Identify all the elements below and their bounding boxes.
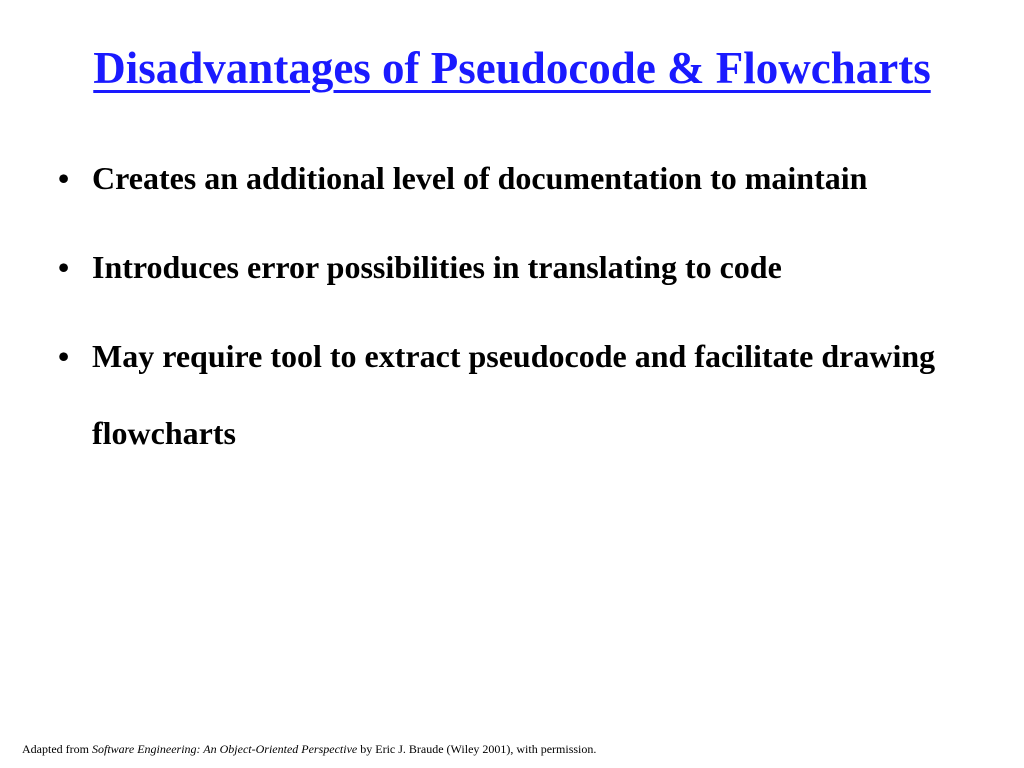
bullet-text: Creates an additional level of documentation to maintain <box>92 160 868 196</box>
footer-book-title: Software Engineering: An Object-Oriented Perspective <box>91 742 358 756</box>
bullet-list <box>50 140 990 484</box>
bullet-text: Introduces error possibilities in translating to code <box>92 249 782 285</box>
slide-title: Disadvantages of Pseudocode & Flowcharts <box>93 43 931 93</box>
bullet-icon: • <box>58 338 70 374</box>
bullet-text: May require tool to extract pseudocode and facilitate drawing flowcharts <box>92 338 936 451</box>
footer-suffix: by Eric J. Braude (Wiley 2001), with permission. <box>357 742 597 756</box>
footer-citation <box>22 741 596 757</box>
bullet-icon: • <box>58 160 70 196</box>
bullet-icon: • <box>58 249 70 285</box>
bullet-item <box>50 318 990 472</box>
bullet-item <box>50 229 990 306</box>
bullet-item <box>50 140 990 217</box>
footer-prefix: Adapted from <box>22 742 92 756</box>
